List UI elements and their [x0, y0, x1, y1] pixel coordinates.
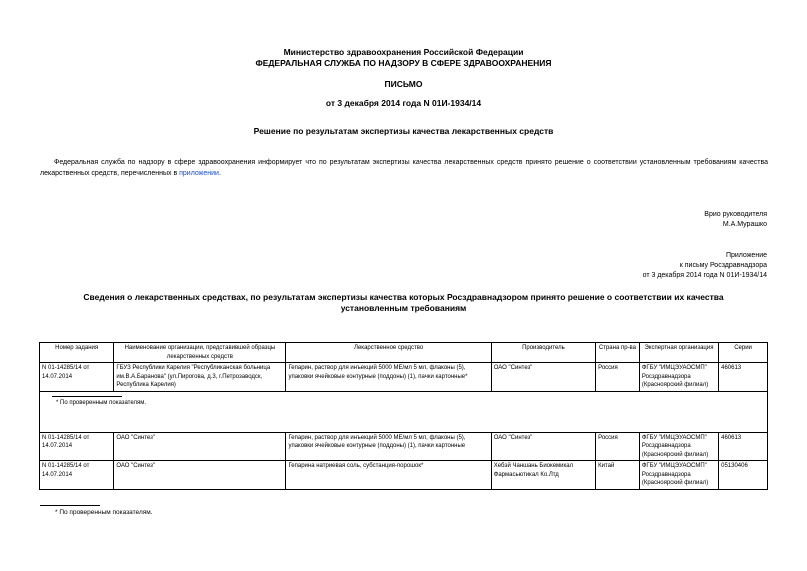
cell-drug: Гепарина натриевая соль, субстанция-порошок*: [286, 461, 491, 490]
document-subject: Решение по результатам экспертизы качества лекарственных средств: [253, 126, 554, 136]
cell-series: 460613: [719, 363, 768, 392]
cell-drug: Гепарин, раствор для инъекций 5000 МЕ/мл 5 мл, флаконы (5), упаковки ячейковые контурные (поддоны) (1), пачки картонные: [286, 432, 491, 461]
cell-task: N 01-14285/14 от 14.07.2014: [40, 363, 114, 392]
cell-expert: ФГБУ "ИМЦЭУАОСМП" Росздравнадзора (Красноярский филиал): [639, 461, 718, 490]
appendix-block: [643, 251, 767, 281]
document-type: ПИСЬМО: [384, 79, 423, 89]
table-row: [40, 461, 768, 490]
cell-task: N 01-14285/14 от 14.07.2014: [40, 432, 114, 461]
cell-drug: Гепарин, раствор для инъекций 5000 МЕ/мл 5 мл, флаконы (5), упаковки ячейковые контурные (поддоны) (1), пачки картонные*: [286, 363, 491, 392]
cell-manufacturer: ОАО "Синтез": [491, 432, 595, 461]
table-row: [40, 363, 768, 392]
cell-manufacturer: Хебэй Чаншань Биокемикал Фармасьютикал Ко.Лтд: [491, 461, 595, 490]
table-row: [40, 432, 768, 461]
cell-series: 05130406: [719, 461, 768, 490]
cell-manufacturer: ОАО "Синтез": [491, 363, 595, 392]
page-footnote: * По проверенным показателям.: [55, 509, 153, 516]
appendix-label: Приложение: [725, 252, 767, 259]
col-manufacturer: Производитель: [491, 343, 595, 363]
document-date: от 3 декабря 2014 года N 01И-1934/14: [325, 98, 482, 108]
col-series: Серии: [719, 343, 768, 363]
body-text-end: .: [218, 170, 221, 177]
signature-block: [704, 210, 767, 230]
col-country: Страна пр-ва: [596, 343, 640, 363]
letter-body: [40, 157, 768, 179]
footnote-divider: [52, 396, 122, 397]
cell-country: Россия: [596, 363, 640, 392]
service-name: ФЕДЕРАЛЬНАЯ СЛУЖБА ПО НАДЗОРУ В СФЕРЕ ЗДРАВООХРАНЕНИЯ: [255, 58, 552, 68]
cell-country: Китай: [596, 461, 640, 490]
col-task: Номер задания: [40, 343, 114, 363]
cell-series: 460613: [719, 432, 768, 461]
cell-expert: ФГБУ "ИМЦЭУАОСМП" Росздравнадзора (Красноярский филиал): [639, 432, 718, 461]
cell-expert: ФГБУ "ИМЦЭУАОСМП" Росздравнадзора (Красноярский филиал): [639, 363, 718, 392]
drugs-table: [39, 342, 768, 490]
col-drug: Лекарственное средство: [286, 343, 491, 363]
appendix-link[interactable]: приложении: [179, 170, 219, 177]
table-title: Сведения о лекарственных средствах, по результатам экспертизы качества которых Росздравнадзором принято решение о соответствии их качества установленным требованиям: [83, 292, 724, 313]
signer-position: Врио руководителя: [704, 211, 767, 218]
footnote-row: [40, 391, 768, 432]
footnote-divider: [40, 505, 100, 506]
col-expert: Экспертная организация: [639, 343, 718, 363]
appendix-ref: к письму Росздравнадзора: [679, 262, 767, 269]
cell-org: ОАО "Синтез": [114, 461, 286, 490]
inner-footnote: * По проверенным показателям.: [56, 399, 147, 406]
body-text-start: Федеральная служба по надзору в сфере здравоохранения информирует что по результатам экспертизы качества лекарственных средств принято решение о соответствии установленным требованиям качества лекарственных средств, перечисленных в: [40, 159, 768, 177]
table-header-row: [40, 343, 768, 363]
appendix-date: от 3 декабря 2014 года N 01И-1934/14: [642, 272, 767, 279]
cell-task: N 01-14285/14 от 14.07.2014: [40, 461, 114, 490]
cell-org: ГБУЗ Республики Карелия "Республиканская больница им.В.А.Баранова" (ул.Пирогова, д.3, г.Петрозаводск, Республика Карелия): [114, 363, 286, 392]
footnote-cell: [40, 391, 768, 432]
ministry-name: Министерство здравоохранения Российской Федерации: [283, 47, 524, 57]
cell-country: Россия: [596, 432, 640, 461]
signer-name: М.А.Мурашко: [722, 221, 767, 228]
cell-org: ОАО "Синтез": [114, 432, 286, 461]
col-org: Наименование организации, представившей образцы лекарственных средств: [114, 343, 286, 363]
